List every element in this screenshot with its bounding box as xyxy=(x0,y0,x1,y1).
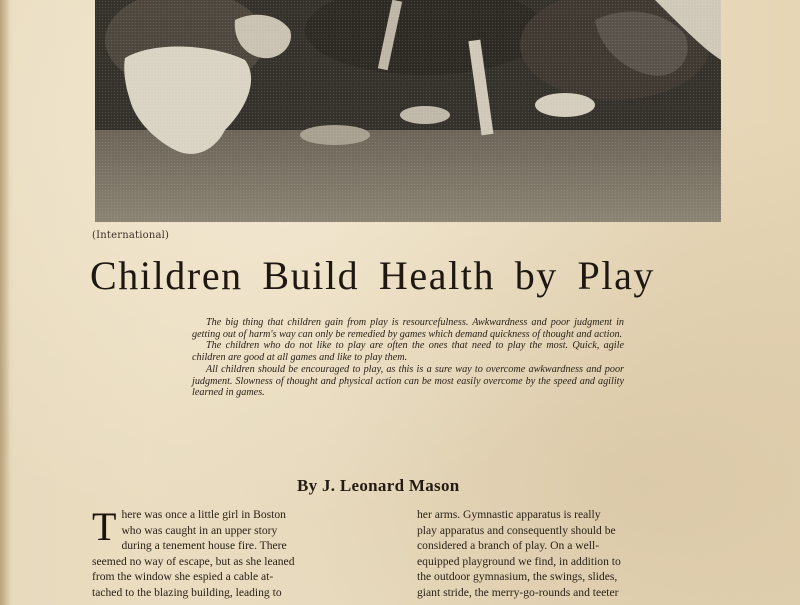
body-line: who was caught in an upper story xyxy=(121,523,278,537)
body-line: tached to the blazing building, leading to xyxy=(92,585,282,599)
body-column-left xyxy=(92,504,398,601)
body-line: considered a branch of play. On a well- xyxy=(417,539,600,553)
body-line: play apparatus and consequently should be xyxy=(417,523,616,537)
body-line: the outdoor gymnasium, the swings, slides, xyxy=(417,570,618,584)
body-line: her arms. Gymnastic apparatus is really xyxy=(417,508,601,521)
body-column-right xyxy=(417,507,725,601)
body-line: seemed no way of escape, but as she leaned xyxy=(92,554,295,568)
drop-cap: T xyxy=(92,504,117,549)
summary-paragraph: All children should be encouraged to play, as this is a sure way to overcome awkwardness and poor judgment. Slowness of thought and physical action can be most easily overcome by the speed and agility learned in games. xyxy=(192,363,624,399)
body-line: equipped playground we find, in addition to xyxy=(417,554,621,568)
body-line: giant stride, the merry-go-rounds and teeter xyxy=(417,585,619,599)
photo-credit: (International) xyxy=(92,230,170,241)
body-line: from the window she espied a cable at- xyxy=(92,570,274,584)
article-summary xyxy=(192,317,624,399)
body-line: here was once a little girl in Boston xyxy=(121,508,286,521)
children-playing-photo xyxy=(95,0,721,222)
summary-paragraph: The big thing that children gain from play is resourcefulness. Awkwardness and poor judgment in getting out of harm's way can only be remedied by games which demand quickness of thought and action. xyxy=(192,317,624,340)
page-edge xyxy=(0,0,10,605)
author-byline: By J. Leonard Mason xyxy=(297,476,460,495)
body-line: during a tenement house fire. There xyxy=(121,539,287,553)
article-title: Children Build Health by Play xyxy=(90,253,656,298)
summary-paragraph: The children who do not like to play are often the ones that need to play the most. Quick, agile children are good at all games and like to play them. xyxy=(192,340,624,364)
